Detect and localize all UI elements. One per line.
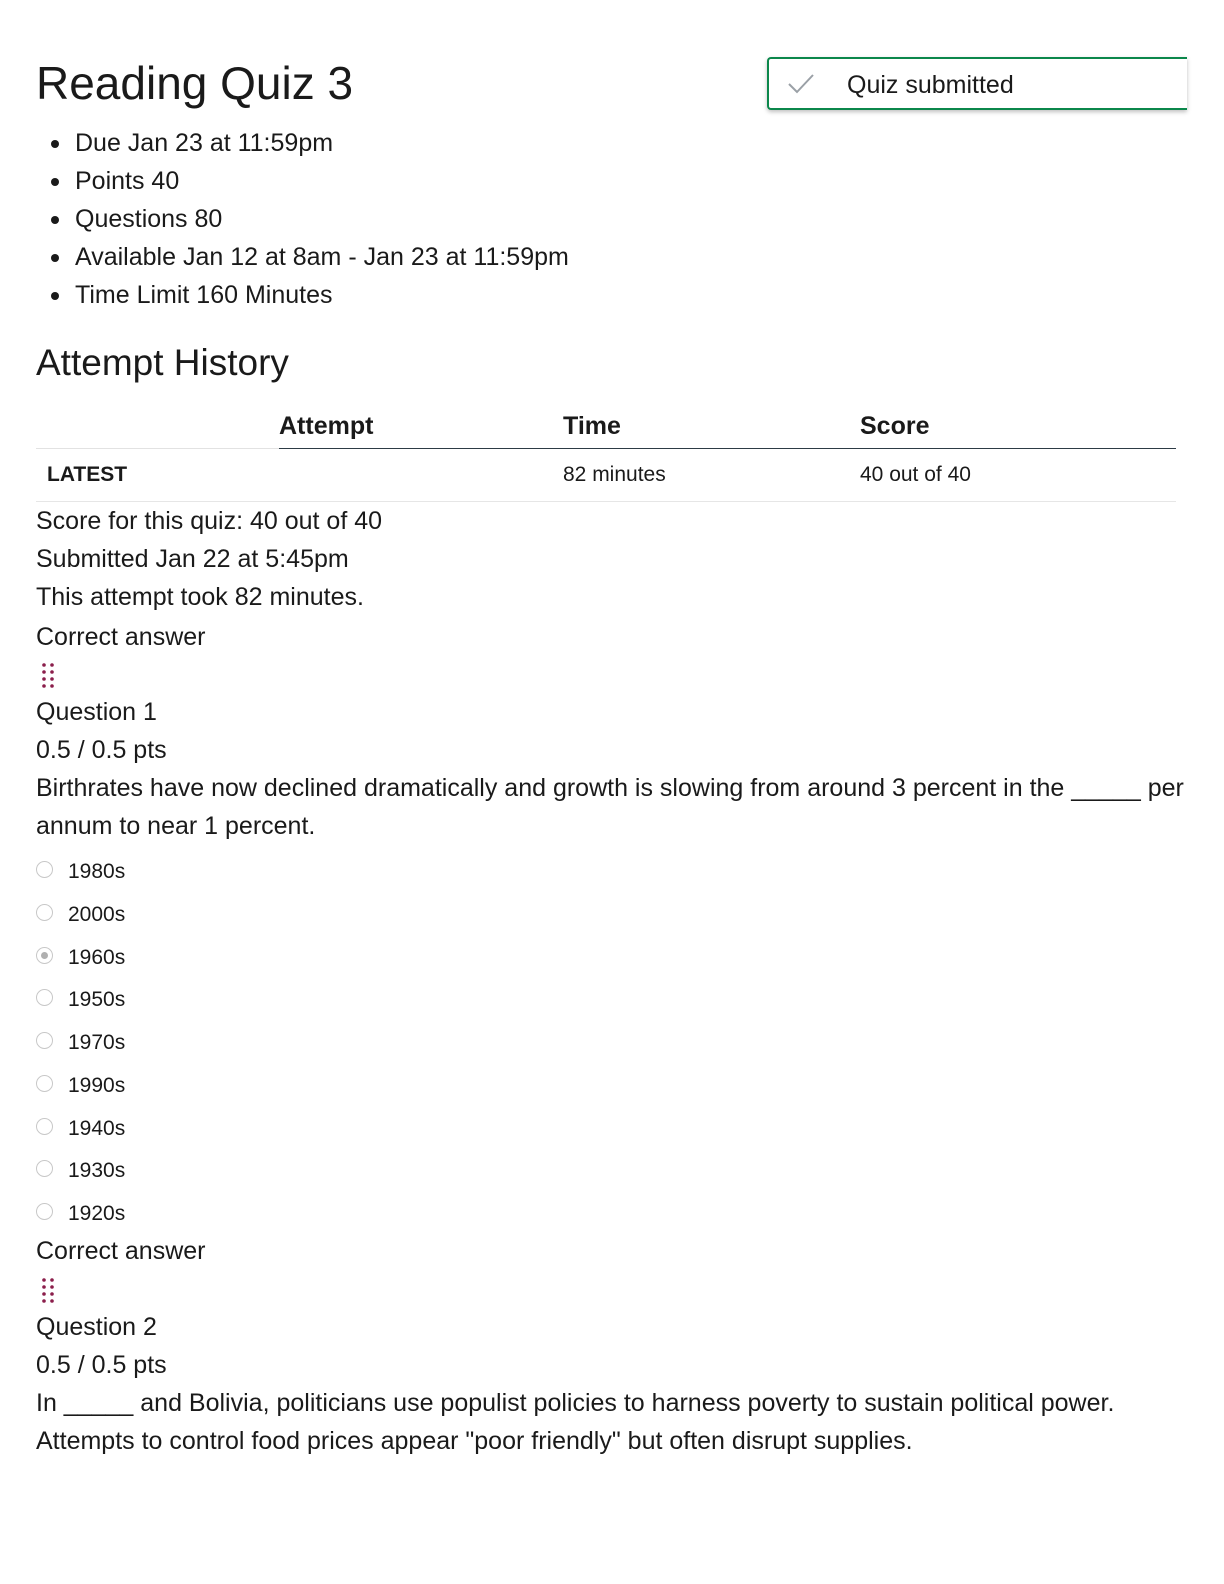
column-header-time: Time <box>563 411 621 440</box>
option-label: 1950s <box>68 988 126 1011</box>
radio-button[interactable] <box>36 1075 53 1092</box>
radio-button-selected[interactable] <box>36 947 53 964</box>
toast-message: Quiz submitted <box>847 71 1014 99</box>
radio-button[interactable] <box>36 1032 53 1049</box>
option-label: 1970s <box>68 1031 126 1054</box>
page-title: Reading Quiz 3 <box>36 57 354 109</box>
question-text: In _____ and Bolivia, politicians use populist policies to harness poverty to sustain political power. Attempts to control food prices appear "poor friendly" but often disrupt supplies. <box>36 1389 1115 1455</box>
attempt-history-table <box>36 404 1176 502</box>
radio-button[interactable] <box>36 861 53 878</box>
quiz-details <box>36 124 569 314</box>
drag-handle-icon[interactable] <box>40 662 56 690</box>
question-points: 0.5 / 0.5 pts <box>36 736 167 764</box>
radio-button[interactable] <box>36 1203 53 1220</box>
option-label: 1940s <box>68 1117 126 1140</box>
radio-button[interactable] <box>36 1118 53 1135</box>
question-text: Birthrates have now declined dramatically and growth is slowing from around 3 percent in the _____ per annum to near 1 percent. <box>36 774 1184 840</box>
drag-handle-icon[interactable] <box>40 1277 56 1305</box>
time-limit: Time Limit 160 Minutes <box>36 276 569 314</box>
radio-button[interactable] <box>36 904 53 921</box>
option-label: 2000s <box>68 903 126 926</box>
questions-count: Questions 80 <box>36 200 569 238</box>
attempt-score: 40 out of 40 <box>860 449 1176 502</box>
radio-button[interactable] <box>36 1160 53 1177</box>
points: Points 40 <box>36 162 569 200</box>
option-label: 1960s <box>68 946 126 969</box>
table-row <box>36 449 1176 502</box>
attempt-time: 82 minutes <box>563 449 860 502</box>
option-label: 1920s <box>68 1202 126 1225</box>
due-date: Due Jan 23 at 11:59pm <box>36 124 569 162</box>
availability: Available Jan 12 at 8am - Jan 23 at 11:59pm <box>36 238 569 276</box>
table-header-row <box>36 404 1176 449</box>
quiz-submitted-toast <box>767 57 1187 110</box>
attempt-history-heading: Attempt History <box>36 342 289 383</box>
option-label: 1930s <box>68 1159 126 1182</box>
column-header-attempt: Attempt <box>279 411 374 440</box>
question-title: Question 1 <box>36 698 157 726</box>
question-points: 0.5 / 0.5 pts <box>36 1351 167 1379</box>
option-label: 1990s <box>68 1074 126 1097</box>
check-icon <box>787 72 815 96</box>
column-header-score: Score <box>860 411 930 440</box>
answer-status: Correct answer <box>36 623 206 651</box>
quiz-score: Score for this quiz: 40 out of 40 <box>36 507 383 535</box>
option-label: 1980s <box>68 860 126 883</box>
answer-status: Correct answer <box>36 1237 206 1265</box>
question-title: Question 2 <box>36 1313 157 1341</box>
attempt-duration: This attempt took 82 minutes. <box>36 583 364 611</box>
radio-button[interactable] <box>36 989 53 1006</box>
column-header-blank <box>36 404 279 449</box>
attempt-label: LATEST <box>36 449 279 502</box>
submitted-time: Submitted Jan 22 at 5:45pm <box>36 545 349 573</box>
attempt-link[interactable] <box>279 449 563 502</box>
